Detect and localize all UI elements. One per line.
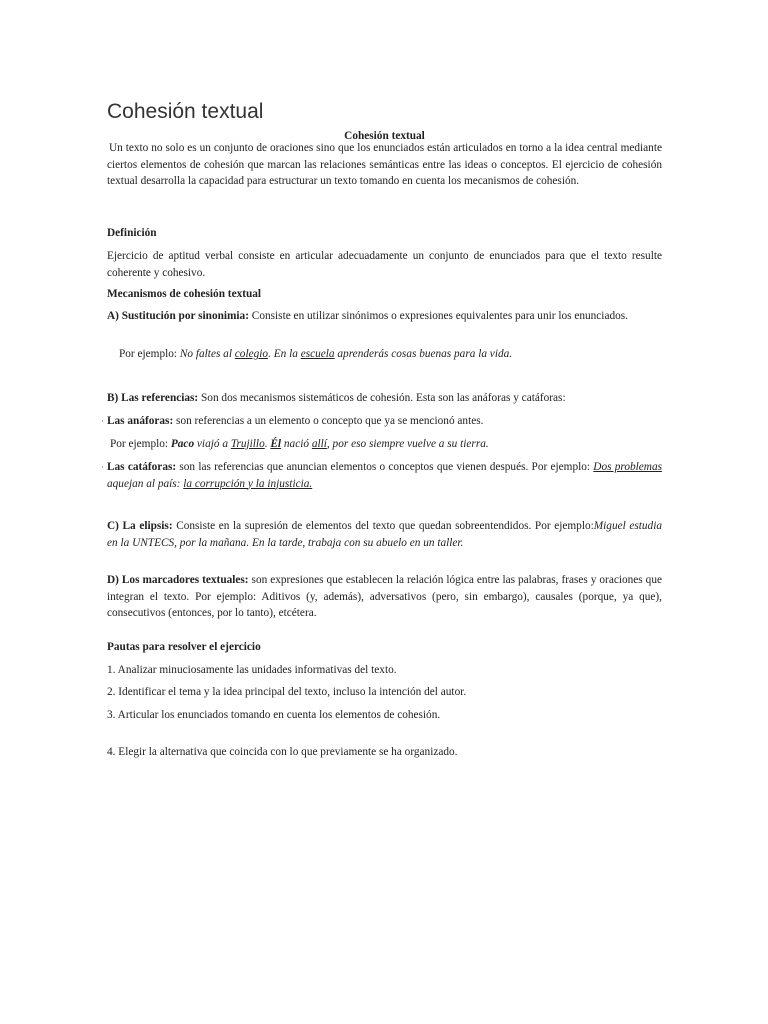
marcadores-label: D) Los marcadores textuales: — [107, 574, 249, 586]
example-text: , por eso siempre vuelve a su tierra. — [326, 438, 489, 450]
pautas-item: 2. Identificar el tema y la idea principal del texto, incluso la intención del autor. — [107, 686, 467, 698]
example-text: aquejan al país: — [107, 477, 184, 490]
example-text: . — [264, 438, 271, 450]
example-text: viajó a — [194, 438, 231, 450]
sustitucion-text: Consiste en utilizar sinónimos o expresiones equivalentes para unir los enunciados. — [248, 310, 628, 322]
example-text: . En la — [268, 348, 301, 360]
bullet-icon: · — [101, 462, 104, 472]
elipsis-paragraph — [107, 518, 662, 551]
pautas-heading: Pautas para resolver el ejercicio — [107, 641, 261, 653]
sustitucion-paragraph — [107, 308, 662, 325]
anaforas-text: son referencias a un elemento o concepto que ya se mencionó antes. — [173, 415, 484, 427]
cataforas-text: son las referencias que anuncian elementos o conceptos que vienen después. Por ejemplo: — [176, 461, 594, 473]
referencias-text: Son dos mecanismos sistemáticos de cohesión. Esta son las anáforas y catáforas: — [198, 392, 566, 404]
example-underlined: Trujillo — [230, 438, 265, 450]
definicion-paragraph: Ejercicio de aptitud verbal consiste en articular adecuadamente un conjunto de enunciados para que el texto resulte coherente y cohesivo. — [107, 250, 662, 279]
example-lead: Por ejemplo: — [110, 438, 171, 450]
bullet-icon: · — [101, 416, 104, 426]
example-underlined: colegio — [234, 348, 269, 360]
sustitucion-label: A) Sustitución por sinonimia: — [107, 310, 249, 322]
document-subtitle: Cohesión textual — [344, 130, 425, 142]
example-bold: Él — [270, 438, 282, 450]
anaforas-example — [107, 436, 662, 453]
sustitucion-example — [107, 346, 662, 363]
example-text: No faltes al — [179, 348, 235, 360]
marcadores-text: son expresiones que establecen la relación lógica entre las palabras, frases y oraciones que integran el texto. Por ejemplo: Aditivos (y, además), adversativos (pero, sin embargo), causales (porque, ya que), consecutivos (entonces, por lo tanto), etcétera. — [107, 574, 662, 619]
anaforas-paragraph — [101, 413, 662, 430]
pautas-item: 4. Elegir la alternativa que coincida con lo que previamente se ha organizado. — [107, 746, 458, 758]
elipsis-example: Miguel estudia en la UNTECS, por la mañana. En la tarde, trabaja con su abuelo en un taller. — [107, 520, 662, 549]
pautas-item: 3. Articular los enunciados tomando en cuenta los elementos de cohesión. — [107, 709, 441, 721]
elipsis-label: C) La elipsis: — [107, 520, 173, 532]
example-lead: Por ejemplo: — [119, 348, 180, 360]
elipsis-text: Consiste en la supresión de elementos del texto que quedan sobreentendidos. Por ejemplo: — [172, 520, 594, 532]
example-underlined: allí — [311, 438, 327, 450]
anaforas-label: Las anáforas: — [107, 415, 174, 427]
definicion-heading: Definición — [107, 227, 157, 239]
marcadores-paragraph — [107, 572, 662, 622]
example-underlined: Dos problemas — [593, 461, 663, 473]
example-underlined: escuela — [300, 348, 335, 360]
referencias-paragraph — [107, 390, 662, 407]
mecanismos-heading: Mecanismos de cohesión textual — [107, 288, 262, 300]
cataforas-label: Las catáforas: — [107, 461, 177, 473]
example-underlined: la corrupción y la injusticia. — [183, 477, 313, 490]
intro-paragraph: Un texto no solo es un conjunto de oraciones sino que los enunciados están articulados en torno a la idea central mediante ciertos elementos de cohesión que marcan las relaciones semánticas entre las ideas o conceptos. El ejercicio de cohesión textual desarrolla la capacidad para estructurar un texto tomando en cuenta los mecanismos de cohesión. — [107, 142, 662, 187]
example-bold: Paco — [170, 438, 195, 450]
page-title: Cohesión textual — [107, 100, 264, 123]
referencias-label: B) Las referencias: — [107, 392, 199, 404]
cataforas-paragraph — [101, 459, 663, 492]
pautas-item: 1. Analizar minuciosamente las unidades informativas del texto. — [107, 664, 397, 676]
example-text: aprenderás cosas buenas para la vida. — [334, 348, 513, 360]
example-text: nació — [281, 438, 312, 450]
